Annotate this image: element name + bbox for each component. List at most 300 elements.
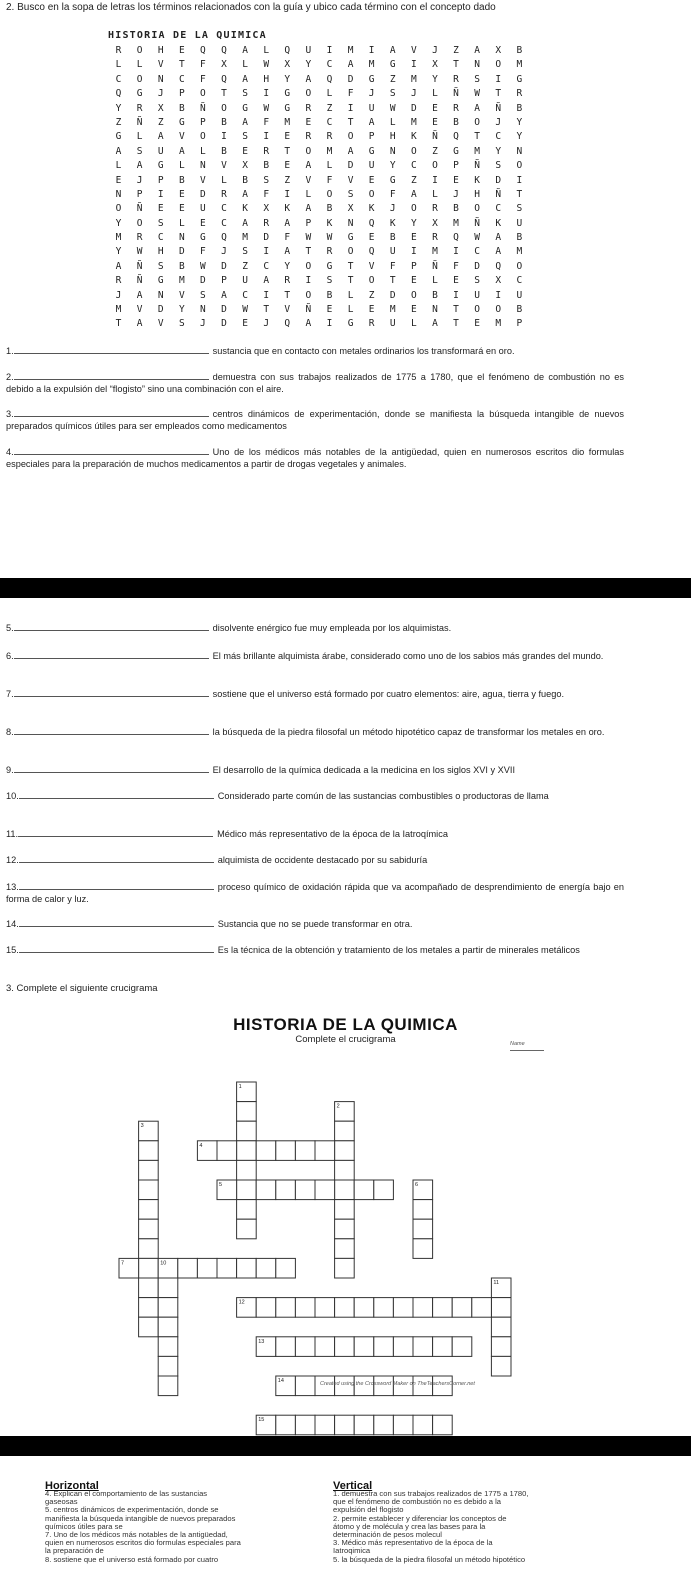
- wordsearch-letter[interactable]: Ñ: [495, 102, 502, 114]
- wordsearch-letter[interactable]: F: [347, 88, 354, 100]
- wordsearch-letter[interactable]: G: [368, 145, 375, 157]
- crossword-cell[interactable]: [413, 1200, 433, 1220]
- wordsearch-letter[interactable]: A: [474, 102, 480, 114]
- wordsearch-letter[interactable]: G: [389, 59, 396, 71]
- wordsearch-letter[interactable]: L: [347, 304, 354, 316]
- wordsearch-letter[interactable]: I: [410, 246, 417, 258]
- crossword-cell[interactable]: [295, 1298, 315, 1318]
- wordsearch-letter[interactable]: Y: [115, 217, 122, 229]
- wordsearch-letter[interactable]: O: [474, 116, 480, 128]
- wordsearch-letter[interactable]: E: [410, 275, 417, 287]
- wordsearch-letter[interactable]: D: [347, 73, 354, 85]
- wordsearch-letter[interactable]: S: [326, 275, 333, 287]
- crossword-cell[interactable]: [433, 1298, 453, 1318]
- wordsearch-letter[interactable]: A: [389, 45, 396, 56]
- crossword-cell[interactable]: [413, 1415, 433, 1435]
- wordsearch-letter[interactable]: O: [305, 260, 312, 272]
- wordsearch-letter[interactable]: B: [178, 174, 185, 186]
- wordsearch-letter[interactable]: D: [474, 260, 480, 272]
- crossword-cell[interactable]: [139, 1239, 159, 1259]
- wordsearch-letter[interactable]: Q: [368, 217, 375, 229]
- crossword-cell[interactable]: [158, 1337, 178, 1357]
- wordsearch-letter[interactable]: M: [474, 145, 480, 157]
- crossword-cell[interactable]: [276, 1415, 296, 1435]
- wordsearch-letter[interactable]: L: [178, 217, 185, 229]
- wordsearch-letter[interactable]: W: [263, 102, 270, 114]
- wordsearch-letter[interactable]: A: [263, 275, 270, 287]
- wordsearch-letter[interactable]: W: [136, 246, 143, 258]
- wordsearch-letter[interactable]: U: [200, 203, 206, 215]
- wordsearch-letter[interactable]: O: [347, 246, 354, 258]
- wordsearch-letter[interactable]: M: [326, 145, 333, 157]
- crossword-cell[interactable]: [335, 1415, 355, 1435]
- wordsearch-letter[interactable]: T: [389, 275, 396, 287]
- wordsearch-letter[interactable]: J: [200, 318, 206, 330]
- wordsearch-letter[interactable]: Y: [115, 246, 122, 258]
- wordsearch-letter[interactable]: L: [136, 131, 143, 143]
- wordsearch-letter[interactable]: K: [242, 203, 248, 215]
- wordsearch-letter[interactable]: I: [495, 289, 502, 301]
- wordsearch-letter[interactable]: E: [178, 188, 185, 200]
- wordsearch-letter[interactable]: V: [368, 260, 375, 272]
- wordsearch-letter[interactable]: C: [178, 73, 185, 85]
- wordsearch-letter[interactable]: O: [368, 188, 375, 200]
- wordsearch-letter[interactable]: O: [495, 59, 502, 71]
- wordsearch-letter[interactable]: R: [368, 318, 375, 330]
- wordsearch-letter[interactable]: K: [368, 203, 375, 215]
- wordsearch-letter[interactable]: I: [157, 188, 164, 200]
- wordsearch-letter[interactable]: H: [157, 45, 164, 56]
- wordsearch-letter[interactable]: L: [326, 88, 333, 100]
- wordsearch-letter[interactable]: G: [178, 116, 185, 128]
- wordsearch-letter[interactable]: G: [284, 102, 291, 114]
- wordsearch-letter[interactable]: J: [453, 188, 459, 200]
- wordsearch-letter[interactable]: O: [516, 160, 523, 172]
- wordsearch-letter[interactable]: R: [263, 145, 270, 157]
- wordsearch-letter[interactable]: Y: [305, 59, 312, 71]
- wordsearch-letter[interactable]: A: [474, 45, 480, 56]
- wordsearch-letter[interactable]: N: [389, 145, 396, 157]
- crossword-cell[interactable]: [491, 1298, 511, 1318]
- wordsearch-letter[interactable]: A: [410, 188, 417, 200]
- wordsearch-letter[interactable]: A: [305, 160, 312, 172]
- wordsearch-letter[interactable]: V: [200, 174, 206, 186]
- crossword-cell[interactable]: [276, 1258, 296, 1278]
- wordsearch-letter[interactable]: A: [495, 246, 502, 258]
- wordsearch-letter[interactable]: M: [516, 246, 523, 258]
- wordsearch-letter[interactable]: S: [474, 73, 480, 85]
- wordsearch-letter[interactable]: O: [410, 145, 417, 157]
- wordsearch-letter[interactable]: E: [410, 232, 417, 244]
- wordsearch-letter[interactable]: S: [242, 131, 248, 143]
- wordsearch-letter[interactable]: X: [432, 217, 438, 229]
- crossword-cell[interactable]: [237, 1102, 257, 1122]
- wordsearch-letter[interactable]: P: [178, 88, 185, 100]
- wordsearch-letter[interactable]: F: [200, 59, 206, 71]
- wordsearch-letter[interactable]: R: [516, 88, 523, 100]
- crossword-cell[interactable]: [315, 1298, 335, 1318]
- crossword-cell[interactable]: [197, 1258, 217, 1278]
- wordsearch-letter[interactable]: O: [495, 304, 502, 316]
- wordsearch-letter[interactable]: J: [115, 289, 122, 301]
- wordsearch-letter[interactable]: U: [389, 318, 396, 330]
- wordsearch-letter[interactable]: B: [263, 160, 270, 172]
- wordsearch-letter[interactable]: V: [410, 45, 417, 56]
- wordsearch-letter[interactable]: C: [157, 232, 164, 244]
- wordsearch-letter[interactable]: L: [347, 289, 354, 301]
- wordsearch-letter[interactable]: V: [157, 59, 164, 71]
- wordsearch-letter[interactable]: O: [221, 102, 227, 114]
- crossword-cell[interactable]: [237, 1200, 257, 1220]
- wordsearch-letter[interactable]: B: [432, 289, 438, 301]
- wordsearch-letter[interactable]: S: [263, 174, 270, 186]
- wordsearch-letter[interactable]: T: [474, 131, 480, 143]
- wordsearch-letter[interactable]: O: [305, 145, 312, 157]
- crossword-cell[interactable]: [276, 1180, 296, 1200]
- wordsearch-letter[interactable]: E: [326, 304, 333, 316]
- wordsearch-letter[interactable]: B: [516, 102, 523, 114]
- wordsearch-letter[interactable]: F: [453, 260, 459, 272]
- wordsearch-letter[interactable]: R: [136, 102, 143, 114]
- wordsearch-letter[interactable]: Z: [326, 102, 333, 114]
- wordsearch-letter[interactable]: E: [115, 174, 122, 186]
- wordsearch-letter[interactable]: W: [389, 102, 396, 114]
- wordsearch-letter[interactable]: M: [368, 59, 375, 71]
- wordsearch-letter[interactable]: Ñ: [432, 131, 438, 143]
- wordsearch-letter[interactable]: O: [305, 289, 312, 301]
- wordsearch-letter[interactable]: O: [410, 289, 417, 301]
- wordsearch-letter[interactable]: A: [347, 145, 354, 157]
- wordsearch-letter[interactable]: G: [368, 73, 375, 85]
- crossword-cell[interactable]: [374, 1180, 394, 1200]
- wordsearch-letter[interactable]: G: [389, 174, 396, 186]
- wordsearch-letter[interactable]: A: [284, 217, 291, 229]
- wordsearch-letter[interactable]: C: [221, 217, 227, 229]
- wordsearch-letter[interactable]: D: [221, 318, 227, 330]
- wordsearch-letter[interactable]: C: [221, 203, 227, 215]
- crossword-cell[interactable]: [413, 1337, 433, 1357]
- crossword-cell[interactable]: [335, 1239, 355, 1259]
- wordsearch-letter[interactable]: L: [432, 88, 438, 100]
- wordsearch-letter[interactable]: R: [115, 45, 122, 56]
- wordsearch-letter[interactable]: S: [242, 88, 248, 100]
- crossword-cell[interactable]: [295, 1180, 315, 1200]
- wordsearch-letter[interactable]: D: [347, 160, 354, 172]
- wordsearch-letter[interactable]: K: [495, 217, 502, 229]
- wordsearch-letter[interactable]: A: [157, 131, 164, 143]
- wordsearch-letter[interactable]: N: [200, 160, 206, 172]
- crossword-cell[interactable]: [413, 1239, 433, 1259]
- wordsearch-letter[interactable]: G: [242, 102, 248, 114]
- crossword-cell[interactable]: [295, 1337, 315, 1357]
- wordsearch-letter[interactable]: F: [389, 188, 396, 200]
- wordsearch-letter[interactable]: W: [242, 304, 248, 316]
- wordsearch-letter[interactable]: N: [474, 59, 480, 71]
- wordsearch-letter[interactable]: T: [495, 88, 502, 100]
- wordsearch-letter[interactable]: Z: [284, 174, 291, 186]
- wordsearch-letter[interactable]: E: [242, 145, 248, 157]
- wordsearch-letter[interactable]: V: [178, 289, 185, 301]
- wordsearch-letter[interactable]: G: [157, 160, 164, 172]
- crossword-cell[interactable]: [452, 1298, 472, 1318]
- wordsearch-letter[interactable]: A: [284, 246, 291, 258]
- wordsearch-letter[interactable]: E: [284, 131, 291, 143]
- wordsearch-letter[interactable]: Q: [453, 131, 459, 143]
- wordsearch-letter[interactable]: L: [200, 145, 206, 157]
- wordsearch-letter[interactable]: Ñ: [495, 188, 502, 200]
- wordsearch-letter[interactable]: C: [263, 260, 270, 272]
- wordsearch-letter[interactable]: R: [284, 275, 291, 287]
- wordsearch-letter[interactable]: J: [136, 174, 143, 186]
- wordsearch-letter[interactable]: S: [157, 260, 164, 272]
- wordsearch-letter[interactable]: F: [263, 188, 270, 200]
- wordsearch-letter[interactable]: V: [284, 304, 291, 316]
- crossword-cell[interactable]: [276, 1337, 296, 1357]
- wordsearch-letter[interactable]: E: [453, 174, 459, 186]
- wordsearch-letter[interactable]: Ñ: [136, 203, 143, 215]
- wordsearch-letter[interactable]: G: [115, 131, 122, 143]
- wordsearch-letter[interactable]: R: [263, 217, 270, 229]
- wordsearch-letter[interactable]: Ñ: [136, 260, 143, 272]
- wordsearch-letter[interactable]: I: [495, 73, 502, 85]
- wordsearch-letter[interactable]: E: [178, 203, 185, 215]
- wordsearch-letter[interactable]: I: [263, 131, 270, 143]
- wordsearch-letter[interactable]: F: [389, 260, 396, 272]
- crossword-cell[interactable]: [315, 1141, 335, 1161]
- wordsearch-letter[interactable]: E: [410, 304, 417, 316]
- crossword-cell[interactable]: [139, 1141, 159, 1161]
- wordsearch-letter[interactable]: E: [305, 116, 312, 128]
- crossword-cell[interactable]: [158, 1376, 178, 1396]
- crossword-cell[interactable]: [256, 1258, 276, 1278]
- wordsearch-letter[interactable]: T: [453, 318, 459, 330]
- crossword-cell[interactable]: [491, 1356, 511, 1376]
- wordsearch-letter[interactable]: K: [389, 217, 396, 229]
- wordsearch-letter[interactable]: J: [157, 88, 164, 100]
- wordsearch-letter[interactable]: B: [178, 260, 185, 272]
- wordsearch-letter[interactable]: B: [326, 203, 333, 215]
- crossword-cell[interactable]: [178, 1258, 198, 1278]
- wordsearch-letter[interactable]: I: [221, 131, 227, 143]
- crossword-cell[interactable]: [433, 1415, 453, 1435]
- wordsearch-letter[interactable]: S: [157, 217, 164, 229]
- wordsearch-letter[interactable]: C: [495, 203, 502, 215]
- wordsearch-letter[interactable]: E: [432, 102, 438, 114]
- wordsearch-letter[interactable]: G: [347, 318, 354, 330]
- wordsearch-letter[interactable]: Q: [495, 260, 502, 272]
- crossword-cell[interactable]: [335, 1180, 355, 1200]
- wordsearch-letter[interactable]: T: [347, 116, 354, 128]
- crossword-cell[interactable]: [139, 1298, 159, 1318]
- wordsearch-letter[interactable]: T: [221, 88, 227, 100]
- wordsearch-letter[interactable]: N: [157, 289, 164, 301]
- wordsearch-letter[interactable]: O: [474, 203, 480, 215]
- crossword-cell[interactable]: [472, 1298, 492, 1318]
- wordsearch-letter[interactable]: R: [326, 246, 333, 258]
- wordsearch-letter[interactable]: A: [242, 45, 248, 56]
- wordsearch-letter[interactable]: G: [284, 88, 291, 100]
- wordsearch-letter[interactable]: M: [432, 246, 438, 258]
- wordsearch-letter[interactable]: K: [284, 203, 291, 215]
- wordsearch-letter[interactable]: E: [368, 304, 375, 316]
- wordsearch-letter[interactable]: Q: [115, 88, 122, 100]
- wordsearch-letter[interactable]: X: [284, 59, 291, 71]
- crossword-cell[interactable]: [374, 1337, 394, 1357]
- wordsearch-letter[interactable]: N: [347, 217, 354, 229]
- wordsearch-letter[interactable]: P: [453, 160, 459, 172]
- wordsearch-letter[interactable]: A: [242, 217, 248, 229]
- wordsearch-letter[interactable]: R: [305, 131, 312, 143]
- wordsearch-letter[interactable]: C: [115, 73, 122, 85]
- wordsearch-letter[interactable]: L: [432, 275, 438, 287]
- wordsearch-letter[interactable]: H: [263, 73, 270, 85]
- crossword-cell[interactable]: [139, 1278, 159, 1298]
- wordsearch-letter[interactable]: Z: [410, 174, 417, 186]
- wordsearch-letter[interactable]: Y: [389, 160, 396, 172]
- wordsearch-letter[interactable]: I: [516, 174, 523, 186]
- crossword-cell[interactable]: [335, 1141, 355, 1161]
- wordsearch-letter[interactable]: L: [305, 188, 312, 200]
- wordsearch-letter[interactable]: O: [136, 73, 143, 85]
- wordsearch-letter[interactable]: I: [368, 45, 375, 56]
- wordsearch-letter[interactable]: X: [347, 203, 354, 215]
- wordsearch-letter[interactable]: B: [326, 289, 333, 301]
- crossword-cell[interactable]: [335, 1121, 355, 1141]
- wordsearch-letter[interactable]: Y: [516, 116, 523, 128]
- wordsearch-letter[interactable]: Q: [284, 45, 291, 56]
- crossword-cell[interactable]: [158, 1298, 178, 1318]
- wordsearch-letter[interactable]: Y: [410, 217, 417, 229]
- wordsearch-letter[interactable]: A: [115, 145, 122, 157]
- wordsearch-letter[interactable]: M: [284, 116, 291, 128]
- crossword-cell[interactable]: [276, 1141, 296, 1161]
- wordsearch-letter[interactable]: O: [136, 45, 143, 56]
- crossword-cell[interactable]: [139, 1200, 159, 1220]
- wordsearch-letter[interactable]: L: [432, 188, 438, 200]
- crossword-cell[interactable]: [315, 1337, 335, 1357]
- wordsearch-letter[interactable]: C: [516, 275, 523, 287]
- wordsearch-letter[interactable]: I: [453, 289, 459, 301]
- wordsearch-letter[interactable]: R: [305, 102, 312, 114]
- wordsearch-letter[interactable]: R: [221, 188, 227, 200]
- wordsearch-letter[interactable]: T: [347, 260, 354, 272]
- wordsearch-letter[interactable]: F: [200, 246, 206, 258]
- wordsearch-letter[interactable]: O: [326, 188, 333, 200]
- crossword-cell[interactable]: [158, 1356, 178, 1376]
- wordsearch-letter[interactable]: Z: [115, 116, 122, 128]
- wordsearch-letter[interactable]: O: [115, 203, 122, 215]
- wordsearch-letter[interactable]: Y: [284, 73, 291, 85]
- wordsearch-letter[interactable]: Y: [178, 304, 185, 316]
- wordsearch-letter[interactable]: C: [326, 59, 333, 71]
- crossword-cell[interactable]: [315, 1415, 335, 1435]
- wordsearch-letter[interactable]: G: [136, 88, 143, 100]
- wordsearch-letter[interactable]: Ñ: [136, 275, 143, 287]
- wordsearch-letter[interactable]: F: [284, 232, 291, 244]
- wordsearch-letter[interactable]: P: [410, 260, 417, 272]
- wordsearch-letter[interactable]: A: [305, 203, 312, 215]
- wordsearch-letter[interactable]: O: [200, 131, 206, 143]
- crossword-cell[interactable]: [256, 1141, 276, 1161]
- wordsearch-letter[interactable]: Z: [242, 260, 248, 272]
- wordsearch-letter[interactable]: B: [221, 145, 227, 157]
- wordsearch-letter[interactable]: I: [263, 246, 270, 258]
- wordsearch-letter[interactable]: N: [178, 232, 185, 244]
- wordsearch-letter[interactable]: V: [347, 174, 354, 186]
- wordsearch-letter[interactable]: S: [200, 289, 206, 301]
- crossword-cell[interactable]: [237, 1258, 257, 1278]
- wordsearch-letter[interactable]: X: [221, 59, 227, 71]
- wordsearch-letter[interactable]: U: [516, 217, 523, 229]
- wordsearch-letter[interactable]: E: [242, 318, 248, 330]
- wordsearch-letter[interactable]: I: [305, 275, 312, 287]
- wordsearch-letter[interactable]: U: [157, 145, 164, 157]
- wordsearch-letter[interactable]: D: [495, 174, 502, 186]
- wordsearch-letter[interactable]: J: [368, 88, 375, 100]
- wordsearch-letter[interactable]: X: [495, 275, 502, 287]
- wordsearch-letter[interactable]: S: [474, 275, 480, 287]
- wordsearch-letter[interactable]: W: [474, 88, 480, 100]
- wordsearch-letter[interactable]: E: [368, 232, 375, 244]
- wordsearch-letter[interactable]: A: [347, 59, 354, 71]
- wordsearch-letter[interactable]: C: [242, 289, 248, 301]
- wordsearch-letter[interactable]: G: [516, 73, 523, 85]
- wordsearch-letter[interactable]: F: [326, 174, 333, 186]
- wordsearch-letter[interactable]: R: [115, 275, 122, 287]
- wordsearch-letter[interactable]: G: [453, 145, 459, 157]
- wordsearch-letter[interactable]: P: [516, 318, 523, 330]
- wordsearch-letter[interactable]: R: [326, 131, 333, 143]
- wordsearch-letter[interactable]: U: [305, 45, 312, 56]
- wordsearch-letter[interactable]: M: [453, 217, 459, 229]
- wordsearch-letter[interactable]: E: [178, 45, 185, 56]
- wordsearch-letter[interactable]: E: [284, 160, 291, 172]
- wordsearch-letter[interactable]: A: [305, 318, 312, 330]
- crossword-cell[interactable]: [295, 1376, 315, 1396]
- wordsearch-letter[interactable]: V: [157, 318, 164, 330]
- wordsearch-letter[interactable]: X: [495, 45, 502, 56]
- wordsearch-letter[interactable]: L: [178, 160, 185, 172]
- wordsearch-letter[interactable]: L: [389, 116, 396, 128]
- wordsearch-letter[interactable]: T: [347, 275, 354, 287]
- crossword-cell[interactable]: [256, 1298, 276, 1318]
- wordsearch-letter[interactable]: R: [453, 102, 459, 114]
- wordsearch-letter[interactable]: L: [242, 59, 248, 71]
- wordsearch-letter[interactable]: A: [432, 318, 438, 330]
- wordsearch-letter[interactable]: Q: [453, 232, 459, 244]
- wordsearch-letter[interactable]: E: [432, 116, 438, 128]
- wordsearch-letter[interactable]: O: [516, 260, 523, 272]
- wordsearch-letter[interactable]: X: [263, 203, 270, 215]
- wordsearch-letter[interactable]: L: [136, 59, 143, 71]
- wordsearch-letter[interactable]: Z: [157, 116, 164, 128]
- wordsearch-letter[interactable]: K: [474, 174, 480, 186]
- crossword-cell[interactable]: [491, 1317, 511, 1337]
- wordsearch-letter[interactable]: V: [178, 131, 185, 143]
- wordsearch-letter[interactable]: A: [242, 73, 248, 85]
- wordsearch-letter[interactable]: A: [242, 116, 248, 128]
- wordsearch-letter[interactable]: I: [347, 102, 354, 114]
- crossword-cell[interactable]: [335, 1200, 355, 1220]
- wordsearch-letter[interactable]: U: [368, 160, 375, 172]
- wordsearch-letter[interactable]: J: [263, 318, 270, 330]
- wordsearch-letter[interactable]: W: [263, 59, 270, 71]
- answer-blank[interactable]: [14, 408, 209, 417]
- wordsearch-letter[interactable]: T: [305, 246, 312, 258]
- wordsearch-letter[interactable]: Z: [368, 289, 375, 301]
- crossword-cell[interactable]: [237, 1160, 257, 1180]
- wordsearch-letter[interactable]: Ñ: [432, 260, 438, 272]
